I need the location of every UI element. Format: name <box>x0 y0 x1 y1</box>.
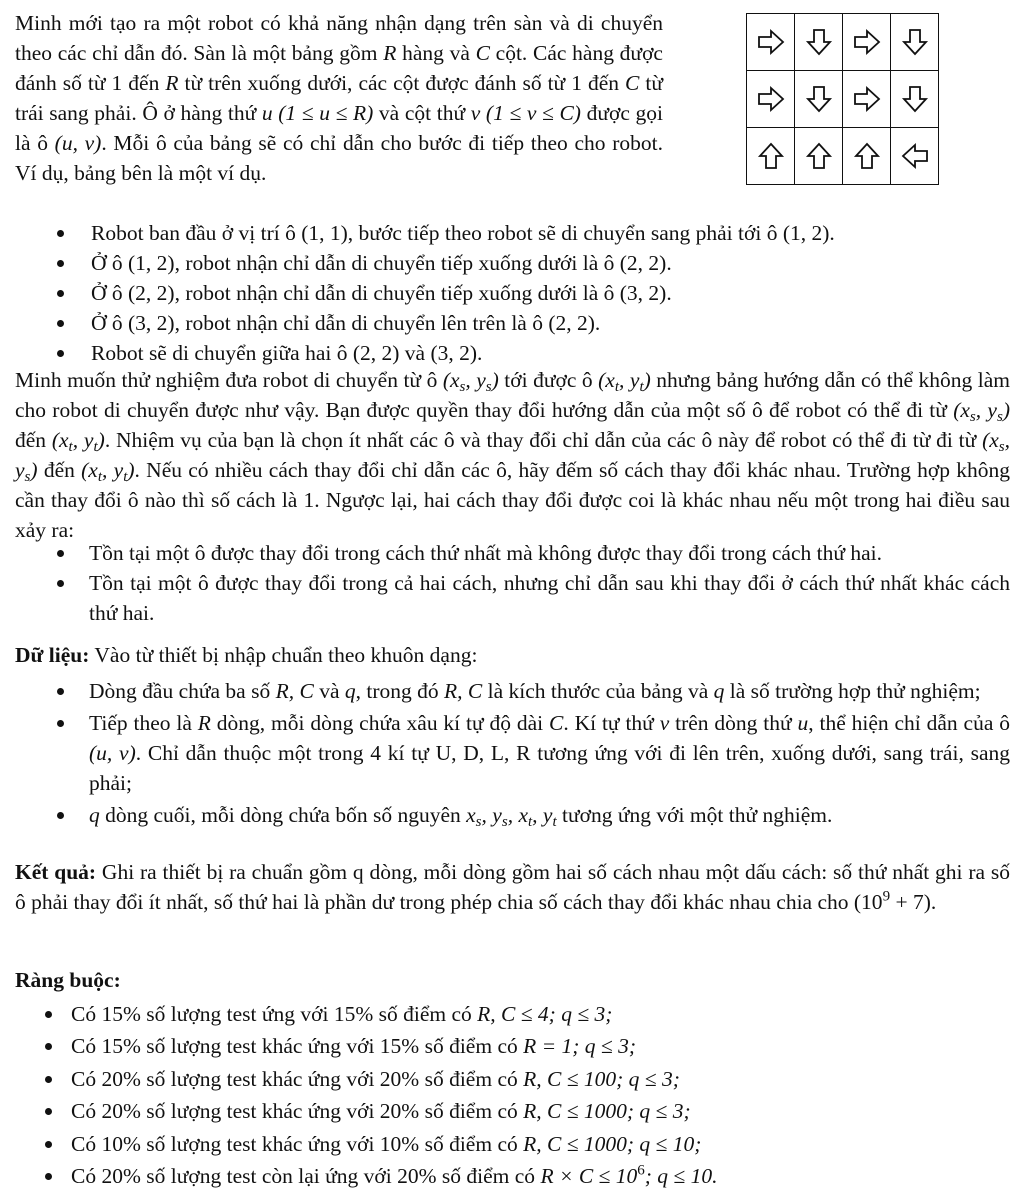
grid-cell <box>891 14 939 71</box>
input-heading: Dữ liệu: Vào từ thiết bị nhập chuẩn theo khuôn dạng: <box>15 643 478 667</box>
list-item: Ở ô (2, 2), robot nhận chỉ dẫn di chuyển tiếp xuống dưới là ô (3, 2). <box>15 278 1005 308</box>
arrow-right-icon <box>852 84 882 114</box>
grid-cell <box>843 71 891 128</box>
arrow-left-icon <box>900 141 930 171</box>
arrow-up-icon <box>804 141 834 171</box>
list-item: Có 20% số lượng test khác ứng với 20% số điểm có R, C ≤ 100; q ≤ 3; <box>15 1064 1010 1094</box>
arrow-right-icon <box>756 84 786 114</box>
list-item: Tồn tại một ô được thay đổi trong cả hai cách, nhưng chỉ dẫn sau khi thay đổi ở cách thứ nhất khác cách thứ hai. <box>15 568 1010 628</box>
grid-cell <box>747 71 795 128</box>
list-item: Có 20% số lượng test khác ứng với 20% số điểm có R, C ≤ 1000; q ≤ 3; <box>15 1096 1010 1126</box>
arrow-down-icon <box>804 27 834 57</box>
grid-row <box>747 14 939 71</box>
constraints-heading: Ràng buộc: <box>15 968 121 992</box>
constraints-list <box>15 999 1010 1193</box>
example-steps-list <box>15 218 1005 368</box>
difference-conditions-list <box>15 538 1010 628</box>
arrow-right-icon <box>756 27 786 57</box>
list-item: Có 15% số lượng test khác ứng với 15% số điểm có R = 1; q ≤ 3; <box>15 1031 1010 1061</box>
arrow-down-icon <box>900 27 930 57</box>
list-item: Ở ô (3, 2), robot nhận chỉ dẫn di chuyển lên trên là ô (2, 2). <box>15 308 1005 338</box>
arrow-down-icon <box>804 84 834 114</box>
grid-cell <box>795 14 843 71</box>
list-item: Robot sẽ di chuyển giữa hai ô (2, 2) và (3, 2). <box>15 338 1005 368</box>
input-format-list <box>15 676 1010 830</box>
example-grid <box>746 13 939 185</box>
list-item: Dòng đầu chứa ba số R, C và q, trong đó R, C là kích thước của bảng và q là số trường hợp thử nghiệm; <box>15 676 1010 706</box>
intro-paragraph: Minh mới tạo ra một robot có khả năng nhận dạng trên sàn và di chuyển theo các chỉ dẫn đó. Sàn là một bảng gồm R hàng và C cột. Các hàng được đánh số từ 1 đến R từ trên xuống dưới, các cột được đánh số từ 1 đến C từ trái sang phải. Ô ở hàng thứ u (1 ≤ u ≤ R) và cột thứ v (1 ≤ v ≤ C) được gọi là ô (u, v). Mỗi ô của bảng sẽ có chỉ dẫn cho bước đi tiếp theo cho robot. Ví dụ, bảng bên là một ví dụ. <box>15 11 664 185</box>
list-item: Robot ban đầu ở vị trí ô (1, 1), bước tiếp theo robot sẽ di chuyển sang phải tới ô (1, 2). <box>15 218 1005 248</box>
arrow-right-icon <box>852 27 882 57</box>
list-item: Có 15% số lượng test ứng với 15% số điểm có R, C ≤ 4; q ≤ 3; <box>15 999 1010 1029</box>
task-paragraph: Minh muốn thử nghiệm đưa robot di chuyển từ ô ($x_s$, $y_s$) tới được ô ($x_t$, $y_t$) nhưng bảng hướng dẫn có thể không làm cho robot di chuyển được như vậy. Bạn được quyền thay đổi hướng dẫn của một số ô để robot có thể đi từ ($x_s$, $y_s$) đến ($x_t$, $y_t$). Nhiệm vụ của bạn là chọn ít nhất các ô và thay đổi chỉ dẫn của các ô này để robot có thể đi từ đi từ ($x_s$, $y_s$) đến ($x_t$, $y_t$). Nếu có nhiều cách thay đổi chỉ dẫn các ô, hãy đếm số cách thay đổi khác nhau. Trường hợp không cần thay đổi ô nào thì số cách là 1. Ngược lại, hai cách thay đổi được coi là khác nhau nếu một trong hai điều sau xảy ra: <box>15 368 1011 542</box>
grid-row <box>747 128 939 185</box>
grid-cell <box>891 71 939 128</box>
grid-cell <box>795 71 843 128</box>
grid-cell <box>843 128 891 185</box>
grid-row <box>747 71 939 128</box>
output-paragraph: Kết quả: Ghi ra thiết bị ra chuẩn gồm q dòng, mỗi dòng gồm hai số cách nhau một dấu cách: số thứ nhất ghi ra số ô phải thay đổi ít nhất, số thứ hai là phần dư trong phép chia số cách thay đổi khác nhau chia cho $(10^9 + 7)$. <box>15 860 1010 914</box>
list-item: Có 20% số lượng test còn lại ứng với 20% số điểm có $R \times C \le 10^6$; q ≤ 10. <box>15 1161 1010 1191</box>
list-item: Ở ô (1, 2), robot nhận chỉ dẫn di chuyển tiếp xuống dưới là ô (2, 2). <box>15 248 1005 278</box>
list-item: q dòng cuối, mỗi dòng chứa bốn số nguyên $x_s$, $y_s$, $x_t$, $y_t$ tương ứng với một thử nghiệm. <box>15 800 1010 830</box>
grid-cell <box>891 128 939 185</box>
arrow-up-icon <box>852 141 882 171</box>
list-item: Tồn tại một ô được thay đổi trong cách thứ nhất mà không được thay đổi trong cách thứ hai. <box>15 538 1010 568</box>
list-item: Tiếp theo là R dòng, mỗi dòng chứa xâu kí tự độ dài C. Kí tự thứ v trên dòng thứ u, thể hiện chỉ dẫn của ô (u, v). Chỉ dẫn thuộc một trong 4 kí tự U, D, L, R tương ứng với đi lên trên, xuống dưới, sang trái, sang phải; <box>15 708 1010 798</box>
list-item: Có 10% số lượng test khác ứng với 10% số điểm có R, C ≤ 1000; q ≤ 10; <box>15 1129 1010 1159</box>
arrow-up-icon <box>756 141 786 171</box>
grid-cell <box>747 128 795 185</box>
grid-cell <box>747 14 795 71</box>
grid-cell <box>843 14 891 71</box>
grid-cell <box>795 128 843 185</box>
arrow-down-icon <box>900 84 930 114</box>
